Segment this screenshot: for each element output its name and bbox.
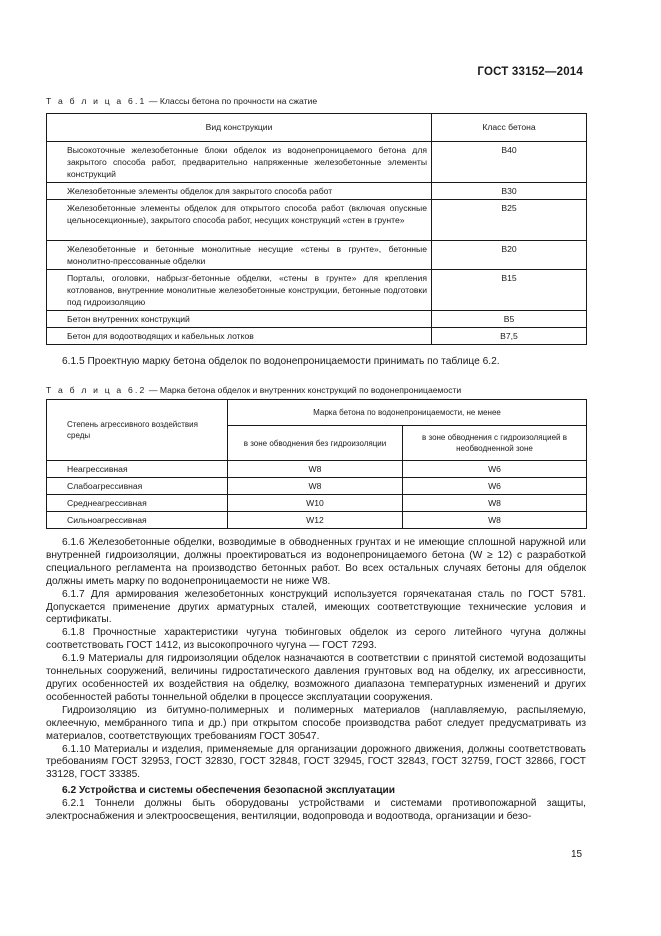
section-6-2-heading: 6.2 Устройства и системы обеспечения безопасной эксплуатации xyxy=(62,785,395,797)
water-resistance-table xyxy=(46,399,587,529)
table-row xyxy=(47,461,587,478)
table1-cell-class: B30 xyxy=(432,183,587,200)
table2-cell-with-insulation: W6 xyxy=(403,461,587,478)
table1-cell-class: B25 xyxy=(432,200,587,241)
table2-cell-degree: Слабоагрессивная xyxy=(47,478,228,495)
table2-cell-degree: Среднеагрессивная xyxy=(47,495,228,512)
table-row xyxy=(47,512,587,529)
table2-cell-no-insulation: W12 xyxy=(228,512,403,529)
table2-cell-with-insulation: W6 xyxy=(403,478,587,495)
table-row xyxy=(47,328,587,345)
paragraph-waterproofing: Гидроизоляцию из битумно-полимерных и полимерных материалов (наплавляемую, распыляемую, оклеечную, мембранного типа и др.) при открытом способе производства работ следует предусматривать из материалов, соответствующих требованиям ГОСТ 30547. xyxy=(46,704,586,742)
paragraph-6-1-6: 6.1.6 Железобетонные обделки, возводимые в обводненных грунтах и не имеющие сплошной наружной или внутренней гидроизоляции, должны проектироваться из водонепроницаемого бетона (W ≥ 12) с разработкой специального регламента на производство бетонных работ. Во всех остальных случаях бетоны для обделок должны иметь марку по водонепроницаемости не ниже W8. xyxy=(46,537,586,587)
table1-cell-class: B15 xyxy=(432,270,587,311)
paragraph-6-1-8: 6.1.8 Прочностные характеристики чугуна тюбинговых обделок из серого литейного чугуна должны соответствовать ГОСТ 1412, из высокопрочного чугуна — ГОСТ 7293. xyxy=(46,627,586,652)
table2-header-grade: Марка бетона по водонепроницаемости, не менее xyxy=(228,400,587,426)
table1-cell-type: Бетон внутренних конструкций xyxy=(47,311,432,328)
table1-cell-type: Железобетонные и бетонные монолитные несущие «стены в грунте», бетонные монолитно-прессованные обделки xyxy=(47,241,432,270)
table1-caption-label: Т а б л и ц а 6.1 xyxy=(46,96,147,106)
table2-caption-text: — Марка бетона обделок и внутренних конструкций по водонепроницаемости xyxy=(146,385,462,395)
paragraph-6-1-9: 6.1.9 Материалы для гидроизоляции обделок назначаются в соответствии с принятой системой водозащиты тоннельных сооружений, величины гидростатического давления грунтовых вод на обделку, их агрессивности, других особенностей их воздействия на обделку, возможного диапазона температурных изменений и других особенностей работы тоннельной обделки в процессе эксплуатации сооружения. xyxy=(46,653,586,703)
table-row xyxy=(47,200,587,241)
table2-cell-no-insulation: W10 xyxy=(228,495,403,512)
table1-cell-class: B40 xyxy=(432,142,587,183)
table1-cell-type: Железобетонные элементы обделок для закрытого способа работ xyxy=(47,183,432,200)
table2-caption-label: Т а б л и ц а 6.2 xyxy=(46,385,147,395)
table1-caption xyxy=(46,96,317,106)
table1-caption-text: — Классы бетона по прочности на сжатие xyxy=(146,96,318,106)
table2-cell-with-insulation: W8 xyxy=(403,512,587,529)
table1-cell-class: B7,5 xyxy=(432,328,587,345)
table1-cell-type: Высокоточные железобетонные блоки обделок из водонепроницаемого бетона для закрытого способа работ, предварительно напряженные железобетонные элементы конструкций xyxy=(47,142,432,183)
table-row xyxy=(47,495,587,512)
table1-header-class: Класс бетона xyxy=(432,114,587,142)
table1-cell-type: Бетон для водоотводящих и кабельных лотков xyxy=(47,328,432,345)
body-text xyxy=(46,537,586,824)
paragraph-6-1-5: 6.1.5 Проектную марку бетона обделок по водонепроницаемости принимать по таблице 6.2. xyxy=(62,356,500,367)
table2-header-no-insulation: в зоне обводнения без гидроизоляции xyxy=(228,426,403,461)
table2-cell-degree: Неагрессивная xyxy=(47,461,228,478)
table1-header-type: Вид конструкции xyxy=(47,114,432,142)
table1-cell-type: Железобетонные элементы обделок для открытого способа работ (включая опускные цельносекционные), закрытого способа работ, несущих конструкций «стен в грунте» xyxy=(47,200,432,241)
table-row xyxy=(47,142,587,183)
paragraph-6-1-7: 6.1.7 Для армирования железобетонных конструкций используется горячекатаная сталь по ГОСТ 5781. Допускается применение других арматурных сталей, имеющих соответствующие технические условия и сертификаты. xyxy=(46,588,586,626)
concrete-strength-table xyxy=(46,113,587,345)
table2-header-degree: Степень агрессивного воздействия среды xyxy=(47,400,228,461)
table2-cell-no-insulation: W8 xyxy=(228,461,403,478)
page-number: 15 xyxy=(571,849,583,860)
table2-cell-no-insulation: W8 xyxy=(228,478,403,495)
table2-cell-degree: Сильноагрессивная xyxy=(47,512,228,529)
table-row xyxy=(47,311,587,328)
paragraph-6-2-1: 6.2.1 Тоннели должны быть оборудованы устройствами и системами противопожарной защиты, электроснабжения и электроосвещения, вентиляции, водопровода и водоотвода, организации и безо- xyxy=(46,798,586,823)
table2-caption xyxy=(46,385,461,395)
table-row xyxy=(47,183,587,200)
document-code: ГОСТ 33152—2014 xyxy=(477,66,583,78)
table1-cell-type: Порталы, оголовки, набрызг-бетонные обделки, «стены в грунте» для крепления котлованов, внутренние монолитные железобетонные конструкции, бетонные подготовки под гидроизоляцию xyxy=(47,270,432,311)
table-row xyxy=(47,241,587,270)
table2-header-with-insulation: в зоне обводнения с гидроизоляцией в необводненной зоне xyxy=(403,426,587,461)
table1-cell-class: B20 xyxy=(432,241,587,270)
paragraph-6-1-10: 6.1.10 Материалы и изделия, применяемые для организации дорожного движения, должны соответствовать требованиям ГОСТ 32953, ГОСТ 32830, ГОСТ 32848, ГОСТ 32945, ГОСТ 32843, ГОСТ 32759, ГОСТ 32866, ГОСТ 33128, ГОСТ 33385. xyxy=(46,743,586,781)
table1-cell-class: B5 xyxy=(432,311,587,328)
table2-cell-with-insulation: W8 xyxy=(403,495,587,512)
table-row xyxy=(47,270,587,311)
table-row xyxy=(47,478,587,495)
